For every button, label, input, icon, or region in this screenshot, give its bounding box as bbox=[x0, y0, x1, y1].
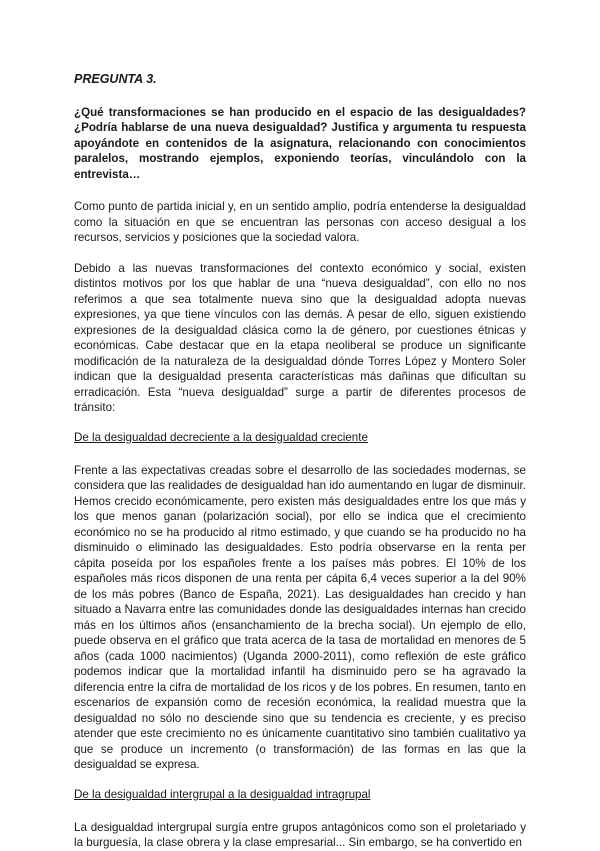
paragraph-new-inequality: Debido a las nuevas transformaciones del contexto económico y social, existen distintos motivos por los que hablar de una “nueva desigualdad”, con ello no nos referimos a que sea totalmente nueva sino que la desigualdad adopta nuevas expresiones, ya que tiene vínculos con las demás. A pesar de ello, siguen existiendo expresiones de la desigualdad clásica como la de género, por cuestiones étnicas y económicas. Cabe destacar que en la etapa neoliberal se produce un significante modificación de la naturaleza de la desigualdad dónde Torres López y Montero Soler indican que la desigualdad presenta características más dañinas que dificultan su erradicación. Esta “nueva desigualdad” surge a partir de diferentes procesos de tránsito: bbox=[74, 261, 526, 415]
subheading-increasing-inequality: De la desigualdad decreciente a la desigualdad creciente bbox=[74, 430, 368, 444]
paragraph-increasing-inequality: Frente a las expectativas creadas sobre el desarrollo de las sociedades modernas, se considera que las realidades de desigualdad han ido aumentando en lugar de disminuir. Hemos crecido económicamente, pero existen más desigualdades entre los que más y los que menos ganan (polarización social), por ello se indica que el crecimiento económico no se ha producido al ritmo estimado, y que cuando se ha producido no ha disminuido o eliminado las desigualdades. Esto podría observarse en la renta per cápita poseída por los españoles frente a los países más pobres. El 10% de los españoles más ricos disponen de una renta per cápita 6,4 veces superior a la del 90% de los más pobres (Banco de España, 2021). Las desigualdades han crecido y han situado a Navarra entre las comunidades donde las desigualdades internas han crecido más en los últimos años (ensanchamiento de la brecha social). Un ejemplo de ello, puede observa en el gráfico que trata acerca de la tasa de mortalidad en menores de 5 años (cada 1000 nacimientos) (Uganda 2000-2011), como reflexión de este gráfico podemos indicar que la mortalidad infantil ha disminuido pero se ha agravado la diferencia entre la cifra de mortalidad de los ricos y de los pobres. En resumen, tanto en escenarios de expansión como de recesión económica, la realidad muestra que la desigualdad no sólo no desciende sino que su tendencia es creciente, y es preciso atender que este crecimiento no es únicamente cuantitativo sino también cualitativo ya que se produce un incremento (o transformación) de las formas en las que la desigualdad se expresa. bbox=[74, 463, 526, 772]
question-prompt: ¿Qué transformaciones se han producido en el espacio de las desigualdades? ¿Podría hablarse de una nueva desigualdad? Justifica y argumenta tu respuesta apoyándote en contenidos de la asignatura, relacionando con conocimientos paralelos, mostrando ejemplos, exponiendo teorías, vinculándolo con la entrevista… bbox=[74, 106, 526, 181]
paragraph-definition: Como punto de partida inicial y, en un sentido amplio, podría entenderse la desigualdad como la situación en que se encuentran las personas con acceso desigual a los recursos, servicios y posiciones que la sociedad valora. bbox=[74, 200, 526, 245]
question-number-heading: PREGUNTA 3. bbox=[74, 72, 157, 86]
subheading-intragroup-inequality: De la desigualdad intergrupal a la desigualdad intragrupal bbox=[74, 787, 371, 801]
paragraph-intragroup-inequality: La desigualdad intergrupal surgía entre grupos antagónicos como son el proletariado y la burguesía, la clase obrera y la clase empresarial... Sin embargo, se ha convertido en bbox=[74, 820, 526, 850]
